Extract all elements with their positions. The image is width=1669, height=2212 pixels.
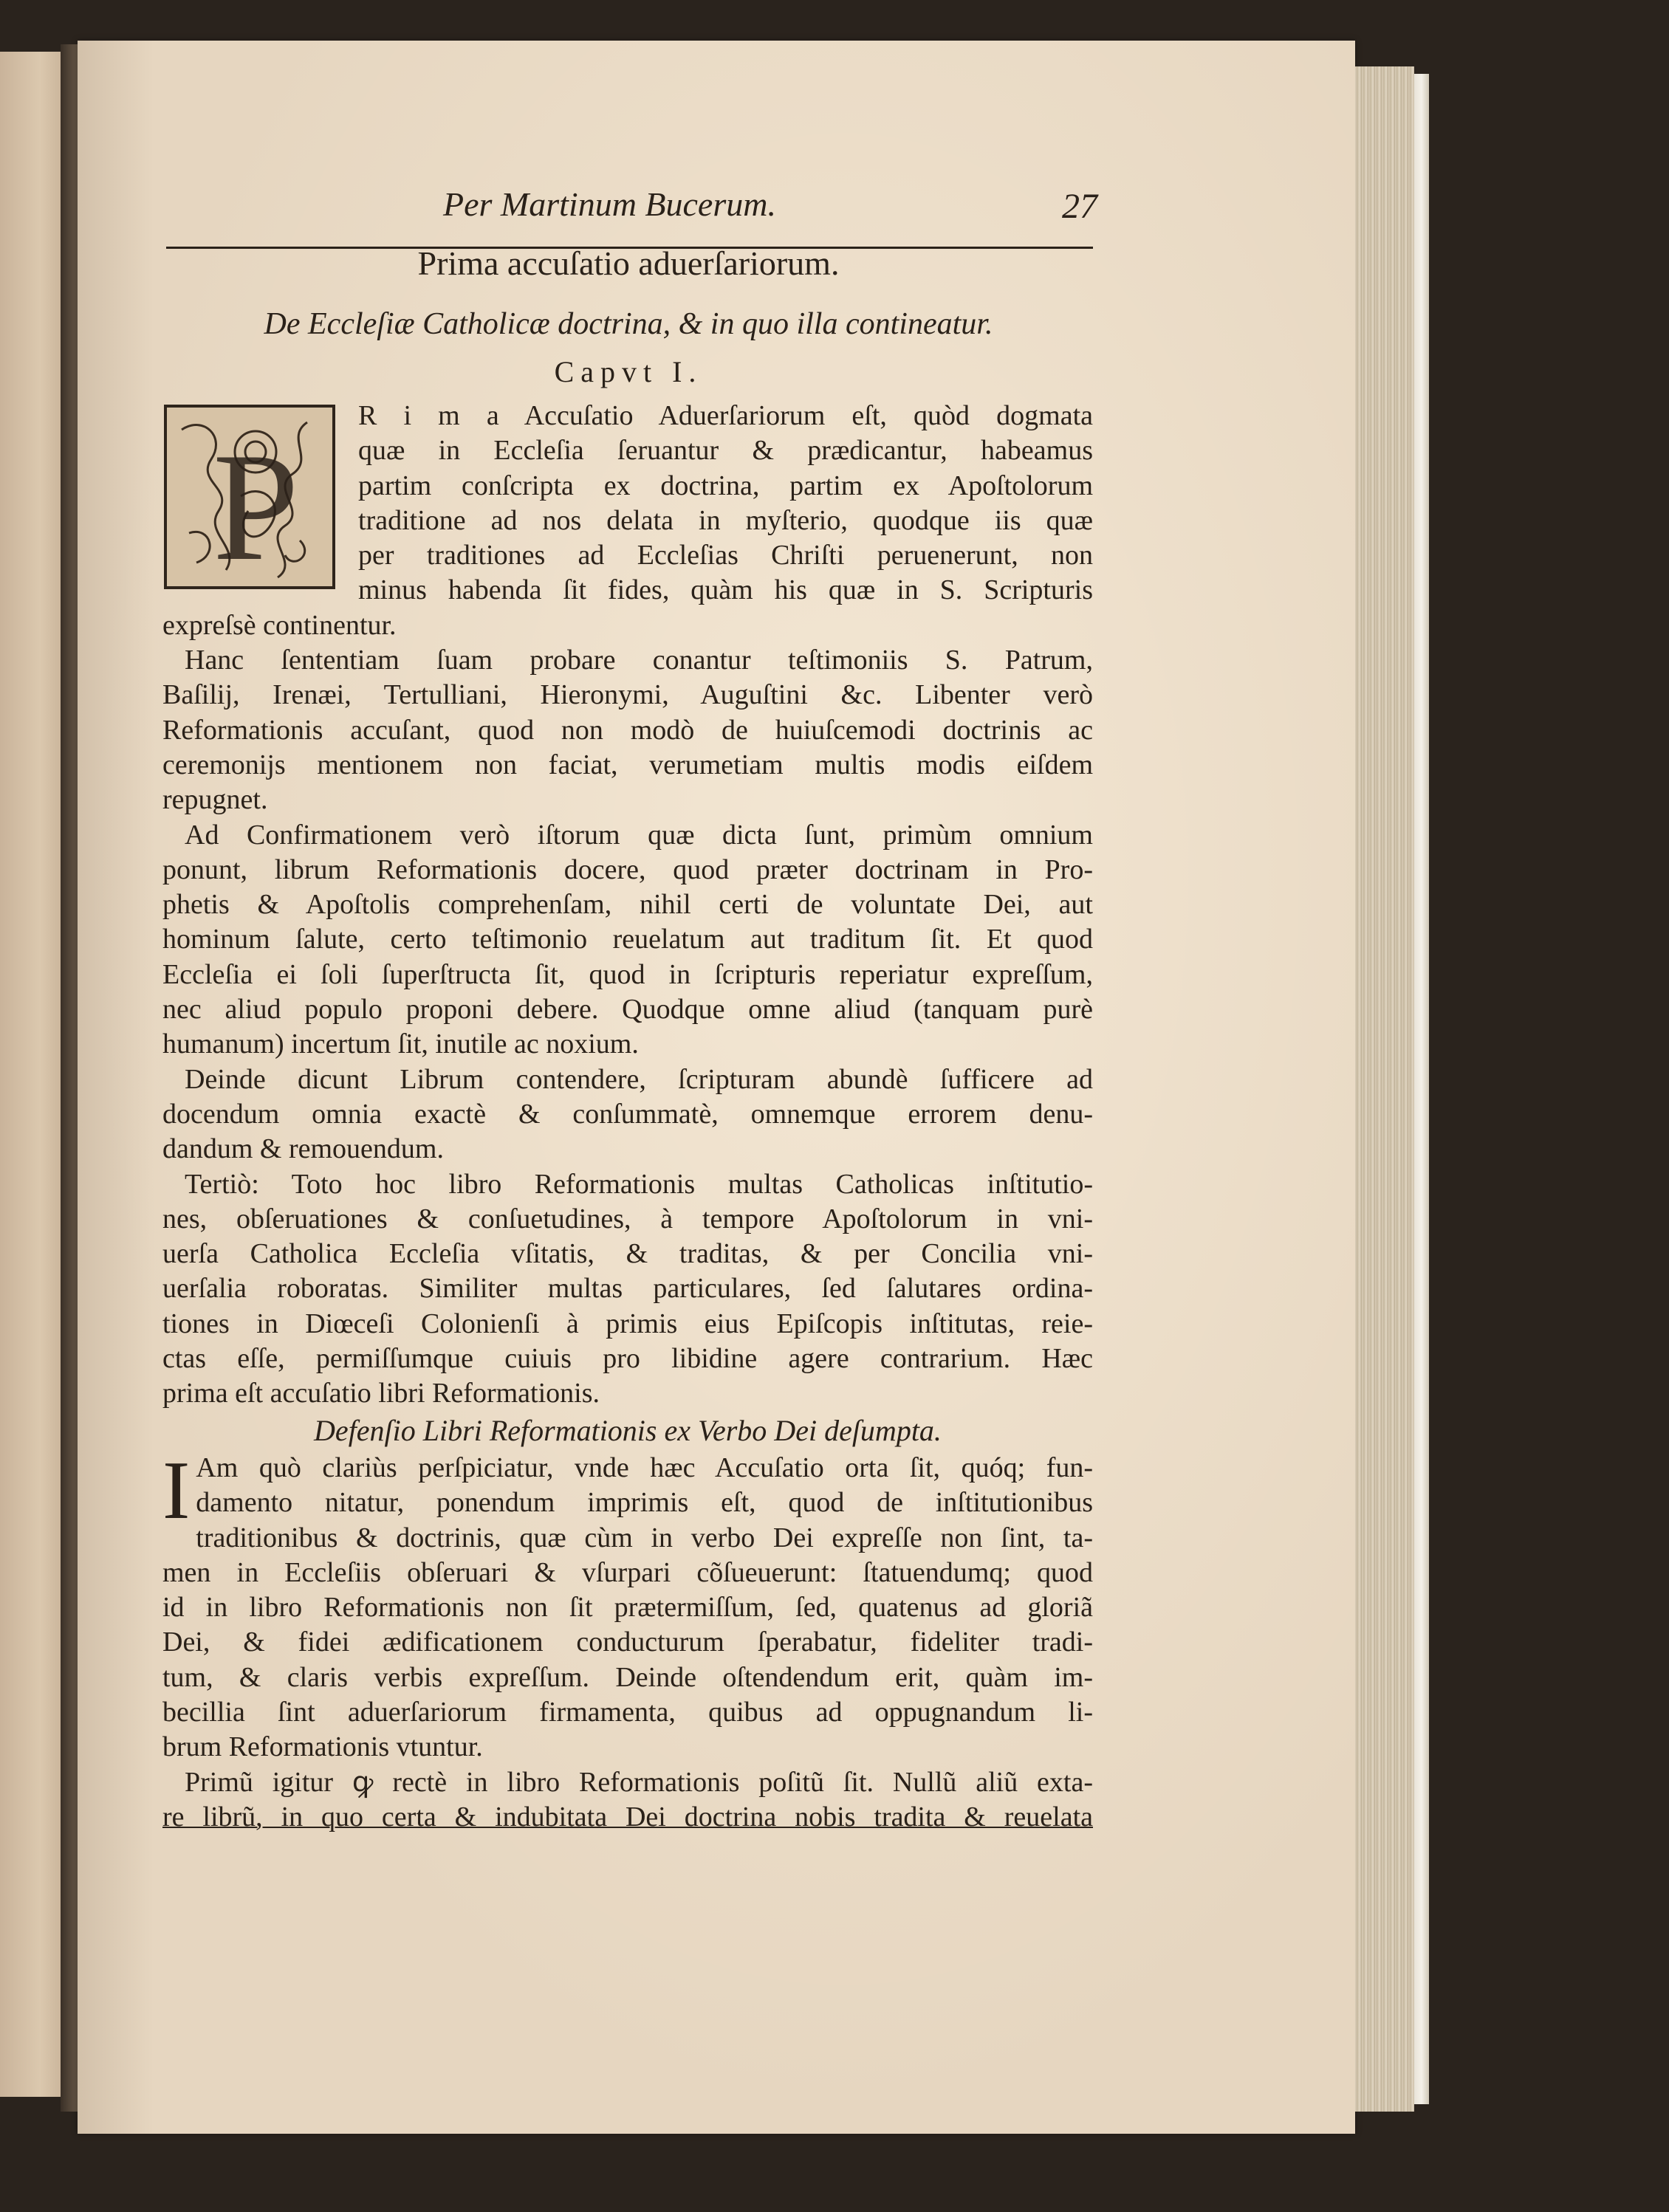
text-line: expreſsè continentur.: [162, 609, 397, 641]
paragraph-4: [162, 1062, 1093, 1167]
text-line: tum, & claris verbis expreſſum. Deinde oſtendendum erit, quàm im-: [162, 1661, 1093, 1693]
text-line: Hanc ſententiam ſuam probare conantur teſtimoniis S. Patrum,: [185, 645, 1093, 676]
text-line: hominum ſalute, certo teſtimonio reuelatum aut traditum ſit. Et quod: [162, 924, 1093, 955]
paragraph-6: [162, 1444, 1093, 1765]
drop-cap-letter: P: [213, 422, 299, 586]
initial-letter: I: [162, 1444, 191, 1536]
text-line: ceremonijs mentionem non faciat, verumetiam multis modis eiſdem: [162, 749, 1093, 780]
text-line: ponunt, librum Reformationis docere, quod præter doctrinam in Pro-: [162, 853, 1093, 885]
text-line: Baſilij, Irenæi, Tertulliani, Hieronymi, Auguſtini &c. Libenter verò: [162, 679, 1093, 711]
text-line: nec aliud populo proponi debere. Quodque omne aliud (tanquam purè: [162, 994, 1093, 1026]
text-line: minus habenda ſit fides, quàm his quæ in S. Scripturis: [358, 574, 1093, 606]
text-line: re librũ, in quo certa & indubitata Dei doctrina nobis tradita & reuelata: [162, 1801, 1093, 1833]
text-line: docendum omnia exactè & conſummatè, omnemque errorem denu-: [162, 1098, 1093, 1130]
book-cover-edge: [1414, 74, 1429, 2104]
main-heading: Prima accuſatio aduerſariorum.: [417, 244, 840, 282]
text-line: quæ in Eccleſia ſeruantur & prædicantur, habeamus: [358, 435, 1093, 467]
subtitle-heading: De Eccleſiæ Catholicæ doctrina, & in quo illa contineatur.: [264, 307, 993, 341]
text-line: Eccleſia ei ſoli ſuperſtructa ſit, quod in ſcripturis reperiatur expreſſum,: [162, 958, 1093, 990]
text-line: Tertiò: Toto hoc libro Reformationis multas Catholicas inſtitutio-: [185, 1168, 1093, 1200]
text-line: prima eſt accuſatio libri Reformationis.: [162, 1378, 600, 1409]
paragraph-5: [162, 1167, 1093, 1412]
text-line: Am quò clariùs perſpiciatur, vnde hæc Accuſatio orta ſit, quóq; fun-: [196, 1452, 1093, 1483]
text-line: Reformationis accuſant, quod non modò de huiuſcemodi doctrinis ac: [162, 714, 1093, 746]
text-line: men in Eccleſiis obſeruari & vſurpari cõſueuerunt: ſtatuendumq; quod: [162, 1556, 1093, 1588]
text-line: traditione ad nos delata in myſterio, quodque iis quæ: [358, 504, 1093, 536]
paragraph-2: [162, 643, 1093, 817]
text-line: phetis & Apoſtolis comprehenſam, nihil certi de voluntate Dei, aut: [162, 889, 1093, 921]
text-line: Primũ igitur ꝙ rectè in libro Reformationis poſitũ ſit. Nullũ aliũ exta-: [185, 1766, 1093, 1798]
text-line: Ad Confirmationem verò iſtorum quæ dicta ſunt, primùm omnium: [185, 819, 1093, 851]
running-head-title: Per Martinum Bucerum.: [443, 185, 776, 223]
text-line: id in libro Reformationis non ſit prætermiſſum, ſed, quatenus ad gloriã: [162, 1592, 1093, 1624]
text-line: per traditiones ad Eccleſias Chriſti peruenerunt, non: [358, 540, 1093, 571]
page-body: [162, 399, 1093, 1835]
text-line: Deinde dicunt Librum contendere, ſcripturam abundè ſufficere ad: [185, 1063, 1093, 1095]
defense-heading: Defenſio Libri Reformationis ex Verbo Dei deſumpta.: [314, 1413, 942, 1447]
text-line: traditionibus & doctrinis, quæ cùm in verbo Dei expreſſe non ſint, ta-: [196, 1522, 1093, 1553]
text-line: R i m a Accuſatio Aduerſariorum eſt, quòd dogmata: [358, 400, 1093, 431]
text-line: repugnet.: [162, 784, 268, 816]
text-line: uerſa Catholica Eccleſia vſitatis, & traditas, & per Concilia vni-: [162, 1238, 1093, 1270]
text-line: nes, obſeruationes & conſuetudines, à tempore Apoſtolorum in vni-: [162, 1203, 1093, 1234]
text-line: becillia ſint aduerſariorum firmamenta, quibus ad oppugnandum li-: [162, 1696, 1093, 1728]
paragraph-7: [162, 1765, 1093, 1835]
paragraph-1: [162, 399, 1093, 643]
text-line: ctas eſſe, permiſſumque cuiuis pro libidine agere contrarium. Hæc: [162, 1343, 1093, 1375]
left-page-edge: [0, 52, 66, 2097]
text-line: tiones in Diœceſi Colonienſi à primis eius Epiſcopis inſtitutas, reie-: [162, 1308, 1093, 1339]
text-line: partim conſcripta ex doctrina, partim ex Apoſtolorum: [358, 470, 1093, 501]
page-number: 27: [1062, 187, 1097, 226]
text-line: humanum) incertum ſit, inutile ac noxium.: [162, 1028, 639, 1060]
text-line: Dei, & fidei ædificationem conducturum ſperabatur, fideliter tradi-: [162, 1627, 1093, 1658]
text-line: brum Reformationis vtuntur.: [162, 1731, 483, 1763]
chapter-heading: Capvt I.: [554, 355, 703, 388]
paragraph-3: [162, 818, 1093, 1062]
page-edges: [1355, 66, 1414, 2112]
text-line: damento nitatur, ponendum imprimis eſt, quod de inſtitutionibus: [196, 1487, 1093, 1519]
text-line: dandum & remouendum.: [162, 1133, 444, 1165]
text-line: uerſalia roboratas. Similiter multas particulares, ſed ſalutares ordina-: [162, 1273, 1093, 1305]
